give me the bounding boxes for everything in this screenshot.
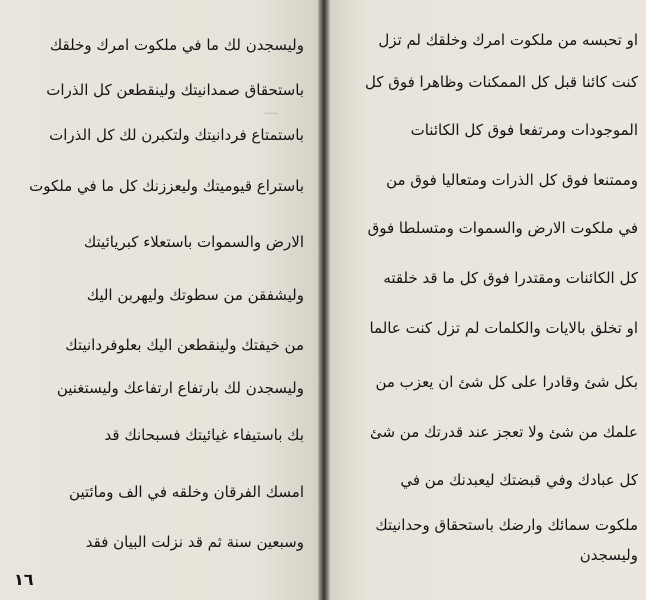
left-line-11: وسبعين سنة ثم قد نزلت البيان فقد (85, 533, 304, 551)
page-number: ١٦ (14, 570, 34, 589)
right-line-7: او تخلق بالايات والكلمات لم تزل كنت عالما (369, 319, 638, 337)
book-gutter (318, 0, 330, 600)
bleed-through-text: ـــ (264, 100, 278, 118)
left-line-3: باستمتاع فردانيتك ولتكبرن لك كل الذرات (49, 126, 304, 144)
left-line-2: باستحقاق صمدانيتك ولينقطعن كل الذرات (46, 81, 304, 99)
left-line-5: الارض والسموات باستعلاء كبريائيتك (83, 233, 304, 251)
right-line-5: في ملكوت الارض والسموات ومتسلطا فوق (367, 219, 638, 237)
left-line-1: وليسجدن لك ما في ملكوت امرك وخلقك (49, 36, 304, 54)
right-line-2: كنت كائنا قبل كل الممكنات وظاهرا فوق كل (364, 73, 638, 91)
right-line-4: وممتنعا فوق كل الذرات ومتعاليا فوق من (386, 171, 638, 189)
left-line-4: باستراع قيوميتك وليعززنك كل ما في ملكوت (29, 177, 304, 195)
left-line-6: وليشفقن من سطوتك وليهربن اليك (86, 286, 304, 304)
right-line-11: ملكوت سمائك وارضك باستحقاق وحدانيتك (375, 516, 638, 534)
right-line-10: كل عبادك وفي قبضتك ليعبدنك من في (400, 471, 638, 489)
left-line-9: بك باستيفاء غيائيتك فسبحانك قد (104, 426, 304, 444)
right-page (330, 0, 646, 600)
left-line-8: وليسجدن لك بارتفاع ارتفاعك وليستغنين (56, 379, 304, 397)
right-line-6: كل الكائنات ومقتدرا فوق كل ما قد خلقته (383, 269, 638, 287)
right-line-9: علمك من شئ ولا تعجز عند قدرتك من شئ (369, 423, 638, 441)
left-line-7: من خيفتك ولينقطعن اليك بعلوفردانيتك (65, 336, 304, 354)
right-line-8: بكل شئ وقادرا على كل شئ ان يعزب من (375, 373, 638, 391)
left-line-10: امسك الفرقان وخلقه في الف ومائتين (69, 483, 304, 501)
left-page (0, 0, 318, 600)
right-line-12: وليسجدن (579, 546, 638, 564)
right-line-1: او تحبسه من ملكوت امرك وخلقك لم تزل (378, 31, 638, 49)
right-line-3: الموجودات ومرتفعا فوق كل الكائنات (410, 121, 638, 139)
